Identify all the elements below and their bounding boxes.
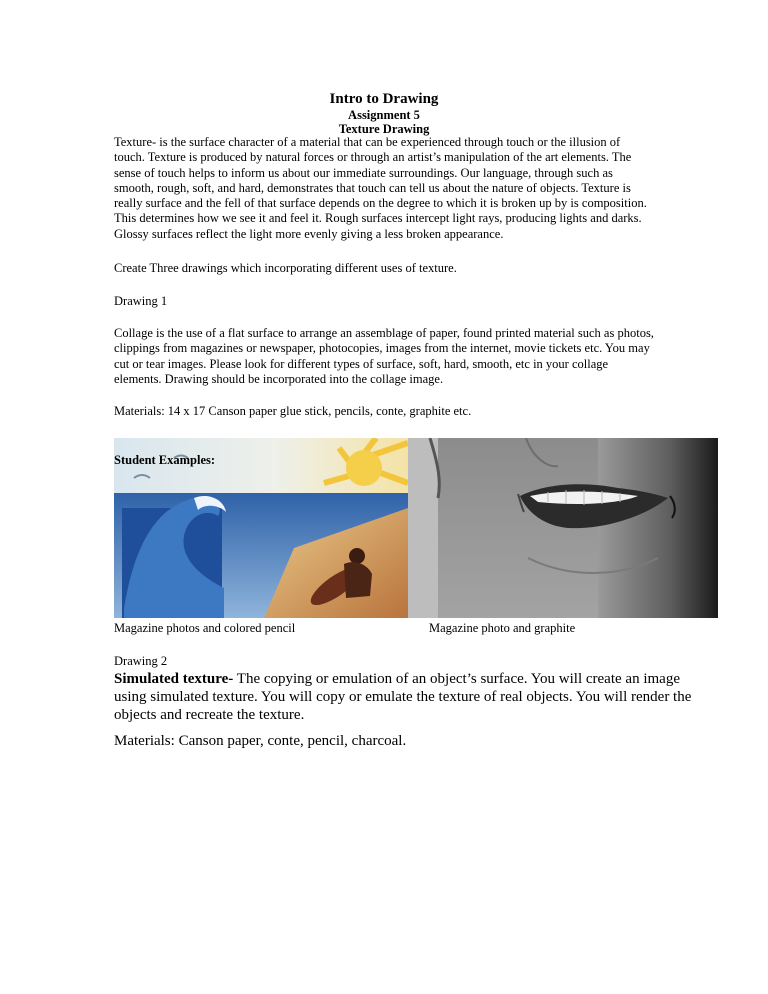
- drawing2-description: The copying or emulation of an object’s surface. You will create an image using simulated texture. You will copy or emulate the texture of real objects. You will render the objects and recreate the texture.: [114, 671, 692, 723]
- drawing1-description: Collage is the use of a flat surface to arrange an assemblage of paper, found printed material such as photos, clippings from magazines or newspaper, photocopies, images from the internet, movie tickets etc. You may cut or tear images. Please look for different types of surface, soft, hard, smooth, etc in your collage elements. Drawing should be incorporated into the collage image.: [114, 326, 654, 386]
- collage-example-caption: Magazine photos and colored pencil: [114, 621, 296, 635]
- drawing1-heading: Drawing 1: [114, 294, 168, 308]
- drawing1-materials: Materials: 14 x 17 Canson paper glue stick, pencils, conte, graphite etc.: [114, 404, 472, 418]
- assignment-number: Assignment 5: [348, 108, 420, 122]
- instruction-text: Create Three drawings which incorporating different uses of texture.: [114, 261, 457, 275]
- intro-paragraph: Texture- is the surface character of a material that can be experienced through touch or the illusion of touch. Texture is produced by natural forces or through an artist’s manipulation of the art elements. The sense of touch helps to inform us about our immediate surroundings. Our language, through such as smooth, rough, soft, and hard, demonstrates that touch can tell us about the nature of objects. Texture is really surface and the fell of that surface depends on the degree to which it is broken up by is composition. This determines how we see it and feel it. Rough surfaces intercept light rays, producing lights and darks. Glossy surfaces reflect the light more evenly giving a less broken appearance.: [114, 135, 647, 241]
- graphite-example-caption: Magazine photo and graphite: [429, 621, 576, 635]
- student-examples-label: Student Examples:: [114, 453, 216, 467]
- simulated-texture-term: Simulated texture-: [114, 671, 234, 687]
- drawing2-heading: Drawing 2: [114, 654, 168, 668]
- drawing2-description-block: [114, 670, 694, 724]
- document-title: Intro to Drawing: [329, 91, 439, 107]
- drawing2-materials: Materials: Canson paper, conte, pencil, charcoal.: [114, 733, 407, 749]
- document-subtitle: Texture Drawing: [338, 122, 430, 136]
